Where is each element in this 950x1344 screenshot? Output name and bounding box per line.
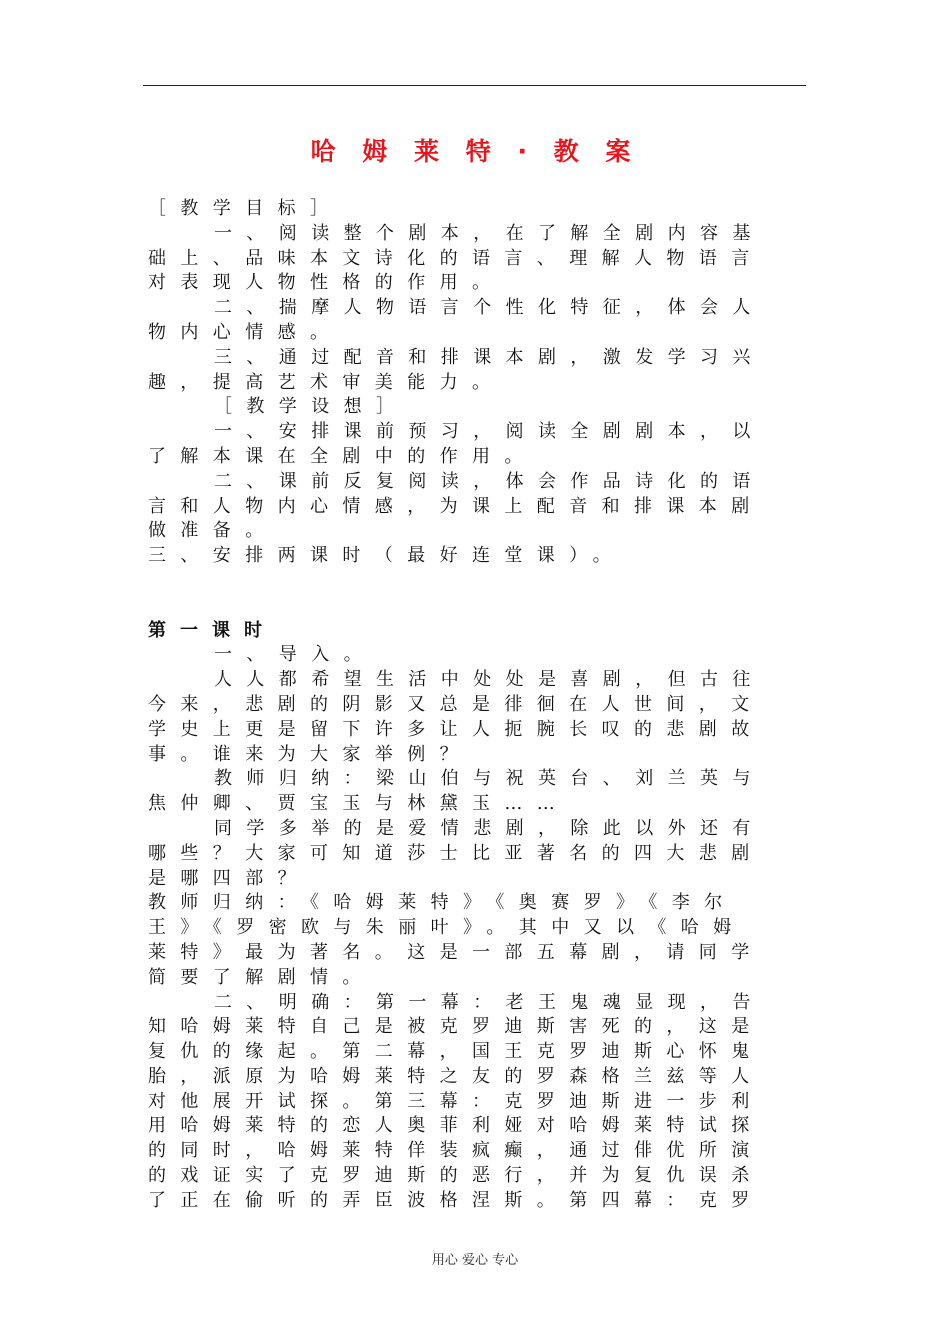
- text-line: 三、通过配音和排课本剧，激发学习兴: [214, 346, 765, 368]
- text-line: 胎，派原为哈姆莱特之友的罗森格兰兹等人: [148, 1065, 764, 1087]
- text-line: 对表现人物性格的作用。: [148, 272, 505, 294]
- text-line: 教师归纳：梁山伯与祝英台、刘兰英与: [214, 768, 765, 790]
- text-line: ［教学设想］: [214, 396, 409, 418]
- text-line: ［教学目标］: [148, 198, 343, 219]
- document-title: 哈 姆 莱 特 · 教 案: [310, 137, 640, 166]
- text-line: 王》《罗密欧与朱丽叶》。其中又以《哈姆: [148, 917, 746, 939]
- text-line: 言和人物内心情感，为课上配音和排课本剧: [148, 495, 764, 517]
- text-line: 是哪四部？: [148, 867, 310, 889]
- text-line: 一、导入。: [214, 644, 376, 666]
- text-line: 用哈姆莱特的恋人奥菲利娅对哈姆莱特试探: [148, 1115, 764, 1137]
- text-line: 二、明确：第一幕：老王鬼魂显现，告: [214, 991, 765, 1013]
- text-line: 一、阅读整个剧本，在了解全剧内容基: [214, 222, 765, 244]
- text-line: 今来，悲剧的阴影又总是徘徊在人世间，文: [148, 693, 764, 715]
- blank-line: [148, 569, 774, 594]
- text-line: 教师归纳：《哈姆莱特》《奥赛罗》《李尔: [148, 892, 737, 914]
- text-line: 简要了解剧情。: [148, 966, 375, 988]
- header-rule: [143, 85, 806, 86]
- text-line: 同学多举的是爱情悲剧，除此以外还有: [214, 817, 765, 839]
- text-line: 二、课前反复阅读，体会作品诗化的语: [214, 470, 765, 492]
- text-line: 础上、品味本文诗化的语言、理解人物语言: [148, 247, 764, 269]
- text-line: 复仇的缘起。第二幕，国王克罗迪斯心怀鬼: [148, 1041, 764, 1063]
- text-line: 做准备。: [148, 520, 278, 542]
- text-line: 知哈姆莱特自己是被克罗迪斯害死的，这是: [148, 1016, 764, 1038]
- text-line: 二、揣摩人物语言个性化特征，体会人: [214, 297, 765, 319]
- text-line: 三、安排两课时（最好连堂课）。: [148, 545, 625, 567]
- text-line: 一、安排课前预习，阅读全剧剧本，以: [214, 421, 765, 443]
- text-line: 事。谁来为大家举例？: [148, 743, 472, 765]
- text-line: 人人都希望生活中处处是喜剧，但古往: [214, 669, 765, 691]
- blank-line: [148, 594, 774, 619]
- body-text: [148, 197, 774, 1214]
- section-heading: 第一课时: [148, 619, 276, 641]
- text-line: 对他展开试探。第三幕：克罗迪斯进一步利: [148, 1090, 764, 1112]
- text-line: 了解本课在全剧中的作用。: [148, 445, 537, 467]
- page-footer: 用心 爱心 专心: [431, 1253, 519, 1268]
- text-line: 的同时，哈姆莱特佯装疯癫，通过俳优所演: [148, 1140, 764, 1162]
- text-line: 莱特》最为著名。这是一部五幕剧，请同学: [148, 941, 764, 963]
- text-line: 趣，提高艺术审美能力。: [148, 371, 505, 393]
- text-line: 哪些？大家可知道莎士比亚著名的四大悲剧: [148, 842, 764, 864]
- text-line: 物内心情感。: [148, 321, 343, 343]
- text-line: 焦仲卿、贾宝玉与林黛玉……: [148, 793, 570, 815]
- text-line: 学史上更是留下许多让人扼腕长叹的悲剧故: [148, 718, 764, 740]
- text-line: 的戏证实了克罗迪斯的恶行，并为复仇误杀: [148, 1165, 764, 1187]
- text-line: 了正在偷听的弄臣波格涅斯。第四幕：克罗: [148, 1189, 764, 1211]
